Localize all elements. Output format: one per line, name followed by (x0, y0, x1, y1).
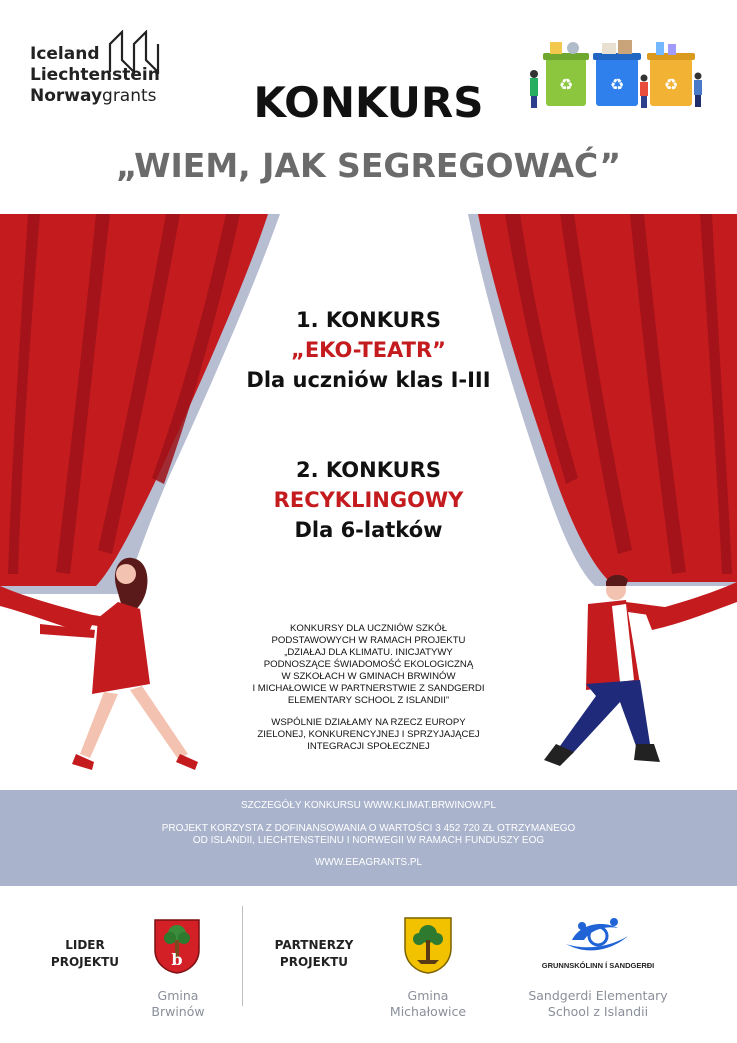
leader-label: LIDER PROJEKTU (50, 938, 120, 969)
contest-2 (0, 455, 737, 545)
details-link-text: SZCZEGÓŁY KONKURSU WWW.KLIMAT.BRWINOW.PL (240, 800, 497, 811)
grants-line-iceland: Iceland (30, 44, 100, 64)
project-description (228, 623, 509, 763)
contest-2-audience: Dla 6-latków (294, 518, 443, 542)
partner-2-name: Sandgerdi Elementary School z Islandii (528, 988, 668, 1019)
footer-divider (242, 906, 243, 1006)
svg-text:♻: ♻ (609, 75, 625, 94)
contest-1-number: 1. KONKURS (296, 308, 441, 332)
svg-text:♻: ♻ (663, 75, 679, 94)
contest-2-name: RECYKLINGOWY (273, 488, 464, 512)
recycling-bins-illustration (528, 40, 708, 112)
partners-label: PARTNERZY PROJEKTU (274, 938, 354, 969)
grants-suffix: grants (102, 86, 157, 106)
page-title: KONKURS (253, 78, 484, 127)
funding-text: PROJEKT KORZYSTA Z DOFINANSOWANIA O WARTOŚCI 3 452 720 ZŁ OTRZYMANEGO OD ISLANDII, LIECHTENSTEINU I NORWEGII W RAMACH FUNDUSZY EOG (161, 823, 576, 846)
page-subtitle: „WIEM, JAK SEGREGOWAĆ” (115, 146, 622, 185)
eea-grants-url: WWW.EEAGRANTS.PL (314, 857, 423, 868)
partner-1-name: Gmina Michałowice (389, 988, 467, 1019)
info-band (0, 790, 737, 886)
grants-mark-icon (108, 30, 160, 74)
contest-1-name: „EKO-TEATR” (291, 338, 446, 362)
sandgerdi-school-logo-icon (562, 914, 634, 956)
grants-line-liechtenstein: Liechtenstein (30, 65, 160, 85)
svg-text:♻: ♻ (558, 75, 574, 94)
description-paragraph-2: WSPÓLNIE DZIAŁAMY NA RZECZ EUROPY ZIELONEJ, KONKURENCYJNEJ I SPRZYJAJĄCEJ INTEGRACJI SPOŁECZNEJ (257, 717, 480, 752)
contest-1-audience: Dla uczniów klas I-III (246, 368, 491, 392)
brwinow-coat-of-arms-icon (153, 918, 201, 974)
michalowice-coat-of-arms-icon (403, 916, 453, 974)
svg-text:b: b (171, 950, 183, 969)
man-figure (544, 575, 672, 766)
leader-name: Gmina Brwinów (151, 988, 205, 1019)
grants-line-norway: Norway (30, 86, 103, 106)
contest-2-number: 2. KONKURS (296, 458, 441, 482)
school-logo-text: GRUNNSKÓLINN Í SANDGERÐI (541, 961, 655, 970)
contest-1 (0, 305, 737, 395)
description-paragraph-1: KONKURSY DLA UCZNIÓW SZKÓŁ PODSTAWOWYCH W RAMACH PROJEKTU „DZIAŁAJ DLA KLIMATU. INICJATYWY PODNOSZĄCE ŚWIADOMOŚĆ EKOLOGICZNĄ W SZKOŁACH W GMINACH BRWINÓW I MICHAŁOWICE W PARTNERSTWIE Z SANDGERDI ELEMENTARY SCHOOL Z ISLANDII” (252, 623, 485, 706)
